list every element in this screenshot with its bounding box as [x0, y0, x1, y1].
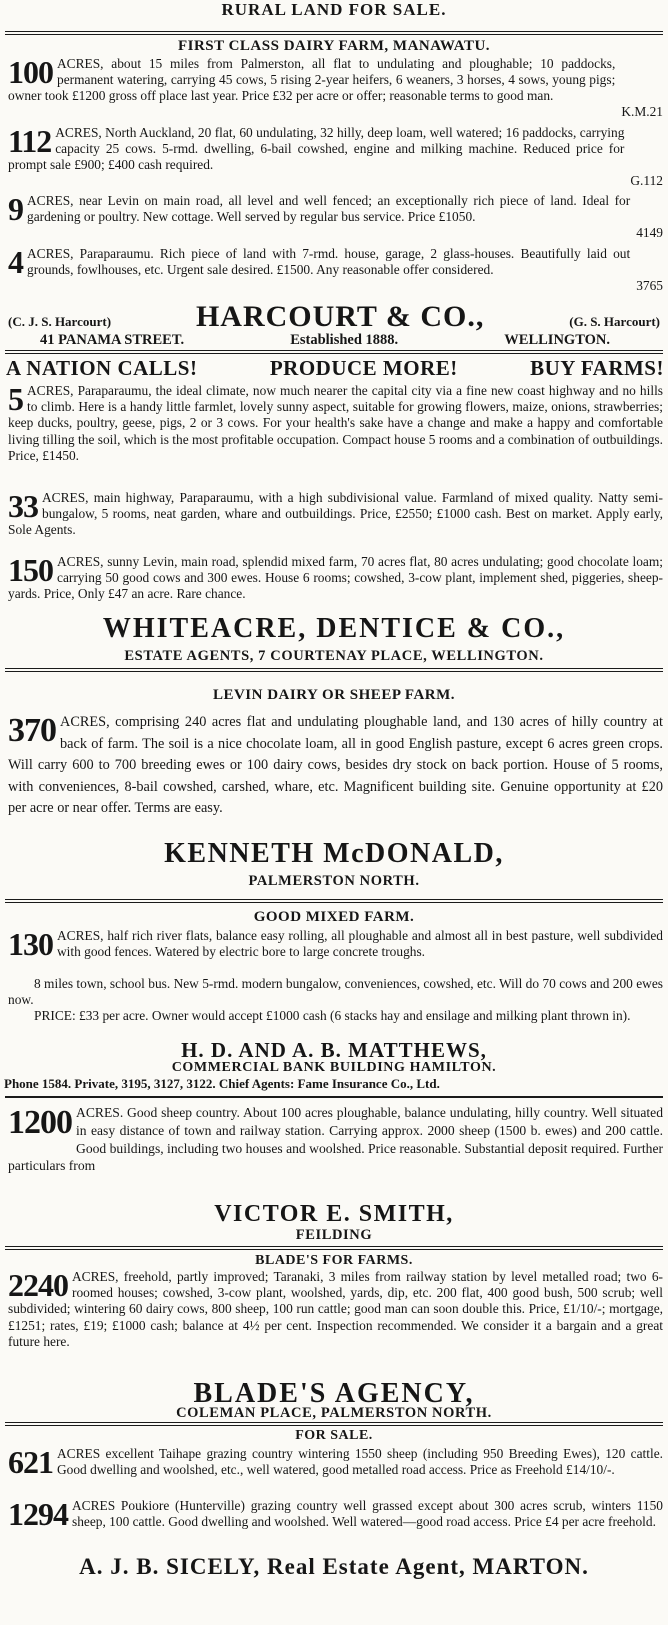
listing-acres: 5 [8, 381, 23, 417]
divider [5, 350, 663, 354]
agency-name: A. J. B. SICELY, Real Estate Agent, MARTON. [79, 1554, 589, 1579]
section-heading: LEVIN DAIRY OR SHEEP FARM. [212, 687, 456, 703]
listing-text: ACRES. Good sheep country. About 100 acres ploughable, balance undulating, hilly country. Well situated in easy distance of town and railway station. Carrying approx. 2000 sheep (1500 b. ewes) and 200 cattle. Good buildings, including two houses and woolshed. Price reasonable. Substantial deposit required. Further particulars from [8, 1105, 663, 1174]
agency-name: VICTOR E. SMITH, [214, 1201, 454, 1227]
divider [5, 1422, 663, 1426]
divider [5, 1096, 663, 1098]
listing [8, 193, 663, 243]
agency-phone: Phone 1584. Private, 3195, 3127, 3122. Chief Agents: Fame Insurance Co., Ltd. [4, 1076, 440, 1091]
listing-acres: 130 [8, 926, 53, 962]
listing-text: ACRES, comprising 240 acres flat and undulating ploughable land, and 130 acres of hilly country at back of farm. The soil is a nice chocolate loam, all in good English pasture, except 6 acres green crops. Will carry 600 to 700 breeding ewes or 100 dairy cows, besides dry stock on back portion. House of 5 rooms, with conveniences, 8-bail cowshed, carshed, whare, etc. Magnificent building site. Genuine opportunity at £20 per acre or near offer. Terms are easy. [8, 714, 663, 817]
listing-acres: 33 [8, 488, 38, 524]
listing-text: ACRES, Paraparaumu, the ideal climate, now much nearer the capital city via a fine new coast highway and no hills to climb. Here is a handy little farmlet, lovely sunny aspect, suitable for growing flowers, maize, onions, strawberries; keep ducks, poultry, geese, pigs, 2 or 3 cows. For your health's sake have a change and make a happy and comfortable living tilling the soil, which is the most profitable occupation. Compact house 5 rooms and a combination of outbuildings. Price, £1450. [8, 383, 663, 463]
listing-ref: 4149 [636, 225, 663, 240]
slogan-part: BUY FARMS! [530, 356, 664, 380]
section-heading: FOR SALE. [295, 1428, 373, 1443]
listing-text: 8 miles town, school bus. New 5-rmd. modern bungalow, conveniences, cowshed, etc. Will do 70 cows and 200 ewes now. [8, 976, 663, 1008]
section-heading: GOOD MIXED FARM. [253, 909, 415, 925]
divider [5, 31, 663, 35]
listing [8, 1104, 663, 1192]
listing [8, 928, 663, 976]
agency-name: H. D. AND A. B. MATTHEWS, [181, 1038, 487, 1062]
agency-name: WHITEACRE, DENTICE & CO., [102, 613, 566, 644]
agency-city: WELLINGTON. [504, 332, 610, 348]
section-heading: BLADE'S FOR FARMS. [255, 1253, 413, 1268]
listing [8, 554, 663, 616]
agency-established: Established 1888. [290, 332, 399, 348]
listing-text: ACRES, sunny Levin, main road, splendid mixed farm, 70 acres flat, 80 acres undulating; good chocolate loam; carrying 50 good cows and 300 ewes. House 6 rooms; cowshed, 3-cow plant, implement shed, piggeries, sheep-yards. Price, Only £47 an acre. Rare chance. [8, 554, 663, 602]
agency-address: ESTATE AGENTS, 7 COURTENAY PLACE, WELLINGTON. [124, 648, 544, 664]
listing-text: ACRES excellent Taihape grazing country wintering 1550 sheep (including 950 Breeding Ewes), 120 cattle. Good dwelling and woolshed, etc., well watered, good metalled road access. Price as Freehold £14/10/-. [57, 1446, 663, 1478]
agency-address: COMMERCIAL BANK BUILDING HAMILTON. [171, 1060, 497, 1075]
listing-acres: 150 [8, 552, 53, 588]
slogan-part: A NATION CALLS! [6, 356, 198, 380]
listing-ref: 3765 [636, 278, 663, 293]
partner-name: (C. J. S. Harcourt) [8, 314, 112, 329]
agency-name: KENNETH McDONALD, [164, 838, 504, 869]
listing [8, 712, 663, 832]
slogan-part: PRODUCE MORE! [269, 356, 458, 380]
listing-text: ACRES, about 15 miles from Palmerston, all flat to undulating and ploughable; 10 paddocks, permanent watering, carrying 45 cows, 5 rising 2-year heifers, 6 weaners, 3 horses, 4 sows, young pigs; owner took £1200 gross off place last year. Price £32 per acre or offer; reasonable terms to good man. [8, 56, 616, 104]
listing-text: ACRES, North Auckland, 20 flat, 60 undulating, 32 hilly, deep loam, well watered; 16 paddocks, carrying capacity 25 cows. 5-rmd. dwelling, 6-bail cowshed, engine and milking machine. Reduced price for prompt sale £900; £400 cash required. [8, 125, 625, 173]
agency-address-row [40, 332, 610, 349]
listing-acres: 370 [8, 712, 56, 749]
listing [8, 1498, 663, 1546]
listing-text: ACRES, freehold, partly improved; Taranaki, 3 miles from railway station by level metalled road; two 6-roomed houses; cowshed, 3-cow plant, woolshed, yards, dip, etc. 200 flat, 400 good bush, 500 scrub; well subdivided; wintering 60 dairy cows, 800 sheep, 100 run cattle; good man can soon double this. Price, £1/10/-; mortgage, £1251; rates, £19; £1000 cash; balance at 4½ per cent. Inspection recommended. We consider it a bargain and a great future here. [8, 1269, 663, 1349]
listing-acres: 9 [8, 191, 23, 227]
listing-acres: 621 [8, 1444, 53, 1480]
listing-acres: 1200 [8, 1104, 72, 1141]
agency-name-row [8, 300, 660, 334]
agency-address: 41 PANAMA STREET. [40, 332, 185, 348]
listing [8, 383, 663, 487]
listing-acres: 112 [8, 123, 52, 159]
listing-acres: 100 [8, 54, 53, 90]
listing [8, 1269, 663, 1377]
listing-ref: G.112 [630, 173, 663, 188]
listing [8, 56, 663, 122]
listing-acres: 1294 [8, 1496, 68, 1532]
divider [5, 1246, 663, 1250]
agency-name: BLADE'S AGENCY, [193, 1378, 475, 1409]
listing-text: ACRES, half rich river flats, balance easy rolling, all ploughable and almost all in best pasture, well subdivided with good fences. Watered by electric bore to large concrete troughs. [57, 928, 663, 960]
listing-acres: 2240 [8, 1267, 68, 1303]
agency-address: COLEMAN PLACE, PALMERSTON NORTH. [176, 1405, 492, 1421]
listing-acres: 4 [8, 244, 23, 280]
divider [5, 668, 663, 672]
agency-name: HARCOURT & CO., [195, 300, 485, 333]
agency-city: FEILDING [295, 1227, 373, 1243]
listing [8, 1446, 663, 1496]
agency-city: PALMERSTON NORTH. [248, 873, 420, 889]
listing-text: ACRES, near Levin on main road, all level and well fenced; an exceptionally rich piece of land. Ideal for gardening or poultry. New cottage. Well served by regular bus service. Price £1050. [27, 193, 631, 225]
listing [8, 246, 663, 296]
partner-name: (G. S. Harcourt) [569, 314, 660, 329]
listing-ref: K.M.21 [621, 104, 663, 119]
listing-text: ACRES Poukiore (Hunterville) grazing country well grassed except about 300 acres scrub, winters 1150 sheep, 100 cattle. Good dwelling and woolshed. Well watered—good road access. Price £4 per acre freehold. [72, 1498, 663, 1530]
listing [8, 125, 663, 191]
section-heading: FIRST CLASS DAIRY FARM, MANAWATU. [177, 38, 491, 54]
listing-text: PRICE: £33 per acre. Owner would accept £1000 cash (6 stacks hay and ensilage and milking plant thrown in). [34, 1008, 631, 1023]
listing-text: ACRES, main highway, Paraparaumu, with a high subdivisional value. Farmland of mixed quality. Natty semi-bungalow, 5 rooms, neat garden, whare and outbuildings. Price, £2550; £1000 cash. Best on market. Apply early, Sole Agents. [8, 490, 663, 538]
divider [5, 899, 663, 903]
listing-text: ACRES, Paraparaumu. Rich piece of land with 7-rmd. house, garage, 2 glass-houses. Beautifully laid out grounds, fowlhouses, etc. Urgent sale desired. £1500. Any reasonable offer considered. [27, 246, 631, 278]
slogan-row [6, 356, 664, 381]
page-title: RURAL LAND FOR SALE. [221, 0, 447, 19]
listing [8, 490, 663, 552]
